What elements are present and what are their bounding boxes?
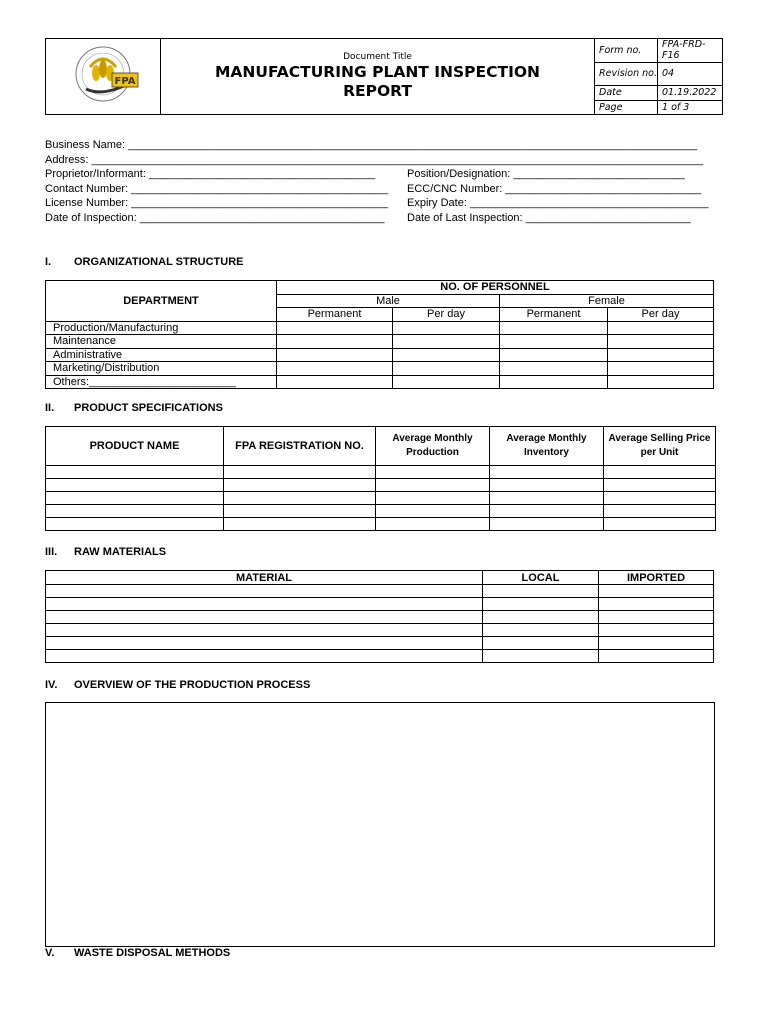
- local-header: LOCAL: [483, 571, 599, 585]
- business-name-field[interactable]: Business Name: _____________________________________________________________________________________________: [45, 139, 698, 151]
- organizational-structure-table: [45, 280, 714, 389]
- document-title-line2: REPORT: [343, 82, 412, 100]
- production-overview-textarea[interactable]: [45, 702, 715, 947]
- avg-monthly-production-header: Average Monthly Production: [376, 427, 490, 466]
- table-row: [46, 598, 714, 611]
- input-cell[interactable]: [604, 466, 716, 479]
- input-cell[interactable]: [46, 598, 483, 611]
- input-cell[interactable]: [608, 362, 714, 376]
- input-cell[interactable]: [46, 624, 483, 637]
- input-cell[interactable]: [376, 479, 490, 492]
- input-cell[interactable]: [277, 362, 393, 376]
- department-name: Maintenance: [46, 335, 277, 349]
- title-cell: [161, 39, 595, 115]
- section-number: III.: [45, 546, 58, 558]
- section-title: OVERVIEW OF THE PRODUCTION PROCESS: [74, 679, 311, 691]
- product-name-header: PRODUCT NAME: [46, 427, 224, 466]
- department-header: DEPARTMENT: [46, 281, 277, 322]
- male-per-day-header: Per day: [393, 308, 500, 322]
- department-name: Marketing/Distribution: [46, 362, 277, 376]
- section-organizational-structure: [45, 256, 243, 268]
- input-cell[interactable]: [500, 335, 608, 349]
- input-cell[interactable]: [490, 466, 604, 479]
- input-cell[interactable]: [277, 321, 393, 335]
- input-cell[interactable]: [376, 518, 490, 531]
- input-cell[interactable]: [46, 650, 483, 663]
- input-cell[interactable]: [599, 585, 714, 598]
- input-cell[interactable]: [599, 650, 714, 663]
- input-cell[interactable]: [46, 585, 483, 598]
- input-cell[interactable]: [608, 348, 714, 362]
- material-header: MATERIAL: [46, 571, 483, 585]
- input-cell[interactable]: [483, 637, 599, 650]
- section-raw-materials: [45, 546, 166, 558]
- input-cell[interactable]: [46, 505, 224, 518]
- section-number: V.: [45, 947, 55, 959]
- revision-no-label: Revision no.: [595, 62, 658, 86]
- input-cell[interactable]: [277, 335, 393, 349]
- page-value: 1 of 3: [658, 100, 723, 114]
- section-number: I.: [45, 256, 52, 268]
- female-permanent-header: Permanent: [500, 308, 608, 322]
- date-value: 01.19.2022: [658, 86, 723, 100]
- section-title: WASTE DISPOSAL METHODS: [74, 947, 231, 959]
- input-cell[interactable]: [490, 492, 604, 505]
- input-cell[interactable]: [500, 362, 608, 376]
- input-cell[interactable]: [483, 598, 599, 611]
- section-waste-disposal: [45, 947, 230, 959]
- input-cell[interactable]: [393, 362, 500, 376]
- date-label: Date: [595, 86, 658, 100]
- avg-monthly-inventory-header: Average Monthly Inventory: [490, 427, 604, 466]
- section-title: PRODUCT SPECIFICATIONS: [74, 402, 223, 414]
- section-number: IV.: [45, 679, 58, 691]
- section-title: ORGANIZATIONAL STRUCTURE: [74, 256, 244, 268]
- male-header: Male: [277, 294, 500, 308]
- input-cell[interactable]: [599, 598, 714, 611]
- input-cell[interactable]: [608, 321, 714, 335]
- input-cell[interactable]: [604, 505, 716, 518]
- table-row: [46, 466, 716, 479]
- input-cell[interactable]: [490, 518, 604, 531]
- input-cell[interactable]: [224, 479, 376, 492]
- input-cell[interactable]: [46, 518, 224, 531]
- form-no-value: FPA-FRD-F16: [658, 39, 723, 63]
- section-product-specifications: [45, 402, 223, 414]
- page-label: Page: [595, 100, 658, 114]
- section-number: II.: [45, 402, 55, 414]
- raw-materials-table: [45, 570, 714, 663]
- department-name: Production/Manufacturing: [46, 321, 277, 335]
- table-row: [46, 650, 714, 663]
- fpa-registration-header: FPA REGISTRATION NO.: [224, 427, 376, 466]
- document-header: [45, 38, 723, 115]
- input-cell[interactable]: [608, 335, 714, 349]
- table-row: [46, 585, 714, 598]
- input-cell[interactable]: [46, 466, 224, 479]
- inspection-date-field[interactable]: Date of Inspection: ________________________________________: [45, 211, 385, 224]
- section-title: RAW MATERIALS: [74, 546, 167, 558]
- address-field[interactable]: Address: ____________________________________________________________________________________________________: [45, 153, 704, 166]
- input-cell[interactable]: [46, 492, 224, 505]
- input-cell[interactable]: [483, 611, 599, 624]
- table-row: [46, 375, 714, 389]
- contact-number-field[interactable]: Contact Number: __________________________________________: [45, 182, 389, 195]
- table-row: [46, 611, 714, 624]
- table-row: [46, 348, 714, 362]
- input-cell[interactable]: [46, 479, 224, 492]
- table-row: [46, 479, 716, 492]
- input-cell[interactable]: [376, 492, 490, 505]
- document-title-line1: MANUFACTURING PLANT INSPECTION: [214, 63, 540, 81]
- input-cell[interactable]: [483, 650, 599, 663]
- input-cell[interactable]: [599, 637, 714, 650]
- form-no-label: Form no.: [595, 39, 658, 63]
- department-name: Administrative: [46, 348, 277, 362]
- input-cell[interactable]: [483, 585, 599, 598]
- table-row: [46, 637, 714, 650]
- ecc-cnc-field[interactable]: ECC/CNC Number: ________________________________: [407, 182, 702, 195]
- input-cell[interactable]: [277, 375, 393, 389]
- logo-text: FPA: [114, 76, 136, 87]
- input-cell[interactable]: [500, 321, 608, 335]
- input-cell[interactable]: [277, 348, 393, 362]
- proprietor-field[interactable]: Proprietor/Informant: _____________________________________: [45, 168, 376, 181]
- fpa-logo-icon: [46, 39, 160, 109]
- expiry-date-field[interactable]: Expiry Date: _______________________________________: [407, 197, 709, 210]
- input-cell[interactable]: [608, 375, 714, 389]
- product-specifications-table: [45, 426, 716, 531]
- input-cell[interactable]: [604, 492, 716, 505]
- position-field[interactable]: Position/Designation: ____________________________: [407, 168, 685, 181]
- input-cell[interactable]: [224, 505, 376, 518]
- table-row: [46, 505, 716, 518]
- input-cell[interactable]: [224, 492, 376, 505]
- input-cell[interactable]: [393, 321, 500, 335]
- input-cell[interactable]: [224, 466, 376, 479]
- table-row: [46, 492, 716, 505]
- business-info: [45, 138, 735, 226]
- input-cell[interactable]: [599, 624, 714, 637]
- input-cell[interactable]: [500, 375, 608, 389]
- section-production-overview: [45, 679, 310, 691]
- input-cell[interactable]: [46, 637, 483, 650]
- input-cell[interactable]: [393, 348, 500, 362]
- table-row: [46, 321, 714, 335]
- female-per-day-header: Per day: [608, 308, 714, 322]
- input-cell[interactable]: [490, 505, 604, 518]
- revision-no-value: 04: [658, 62, 723, 86]
- input-cell[interactable]: [604, 518, 716, 531]
- input-cell[interactable]: [393, 375, 500, 389]
- license-number-field[interactable]: License Number: __________________________________________: [45, 197, 389, 210]
- table-row: [46, 335, 714, 349]
- table-row: [46, 362, 714, 376]
- input-cell[interactable]: [393, 335, 500, 349]
- input-cell[interactable]: [490, 479, 604, 492]
- no-personnel-header: NO. OF PERSONNEL: [277, 281, 714, 295]
- input-cell[interactable]: [46, 611, 483, 624]
- table-row: [46, 518, 716, 531]
- male-permanent-header: Permanent: [277, 308, 393, 322]
- female-header: Female: [500, 294, 714, 308]
- last-inspection-field[interactable]: Date of Last Inspection: ___________________________: [407, 211, 691, 224]
- logo-cell: [46, 39, 161, 115]
- input-cell[interactable]: [500, 348, 608, 362]
- input-cell[interactable]: [599, 611, 714, 624]
- avg-selling-price-header: Average Selling Price per Unit: [604, 427, 716, 466]
- input-cell[interactable]: [604, 479, 716, 492]
- input-cell[interactable]: [376, 466, 490, 479]
- document-title-label: Document Title: [343, 52, 412, 62]
- table-row: [46, 624, 714, 637]
- department-name[interactable]: Others:________________________: [46, 375, 277, 389]
- input-cell[interactable]: [483, 624, 599, 637]
- input-cell[interactable]: [376, 505, 490, 518]
- input-cell[interactable]: [224, 518, 376, 531]
- imported-header: IMPORTED: [599, 571, 714, 585]
